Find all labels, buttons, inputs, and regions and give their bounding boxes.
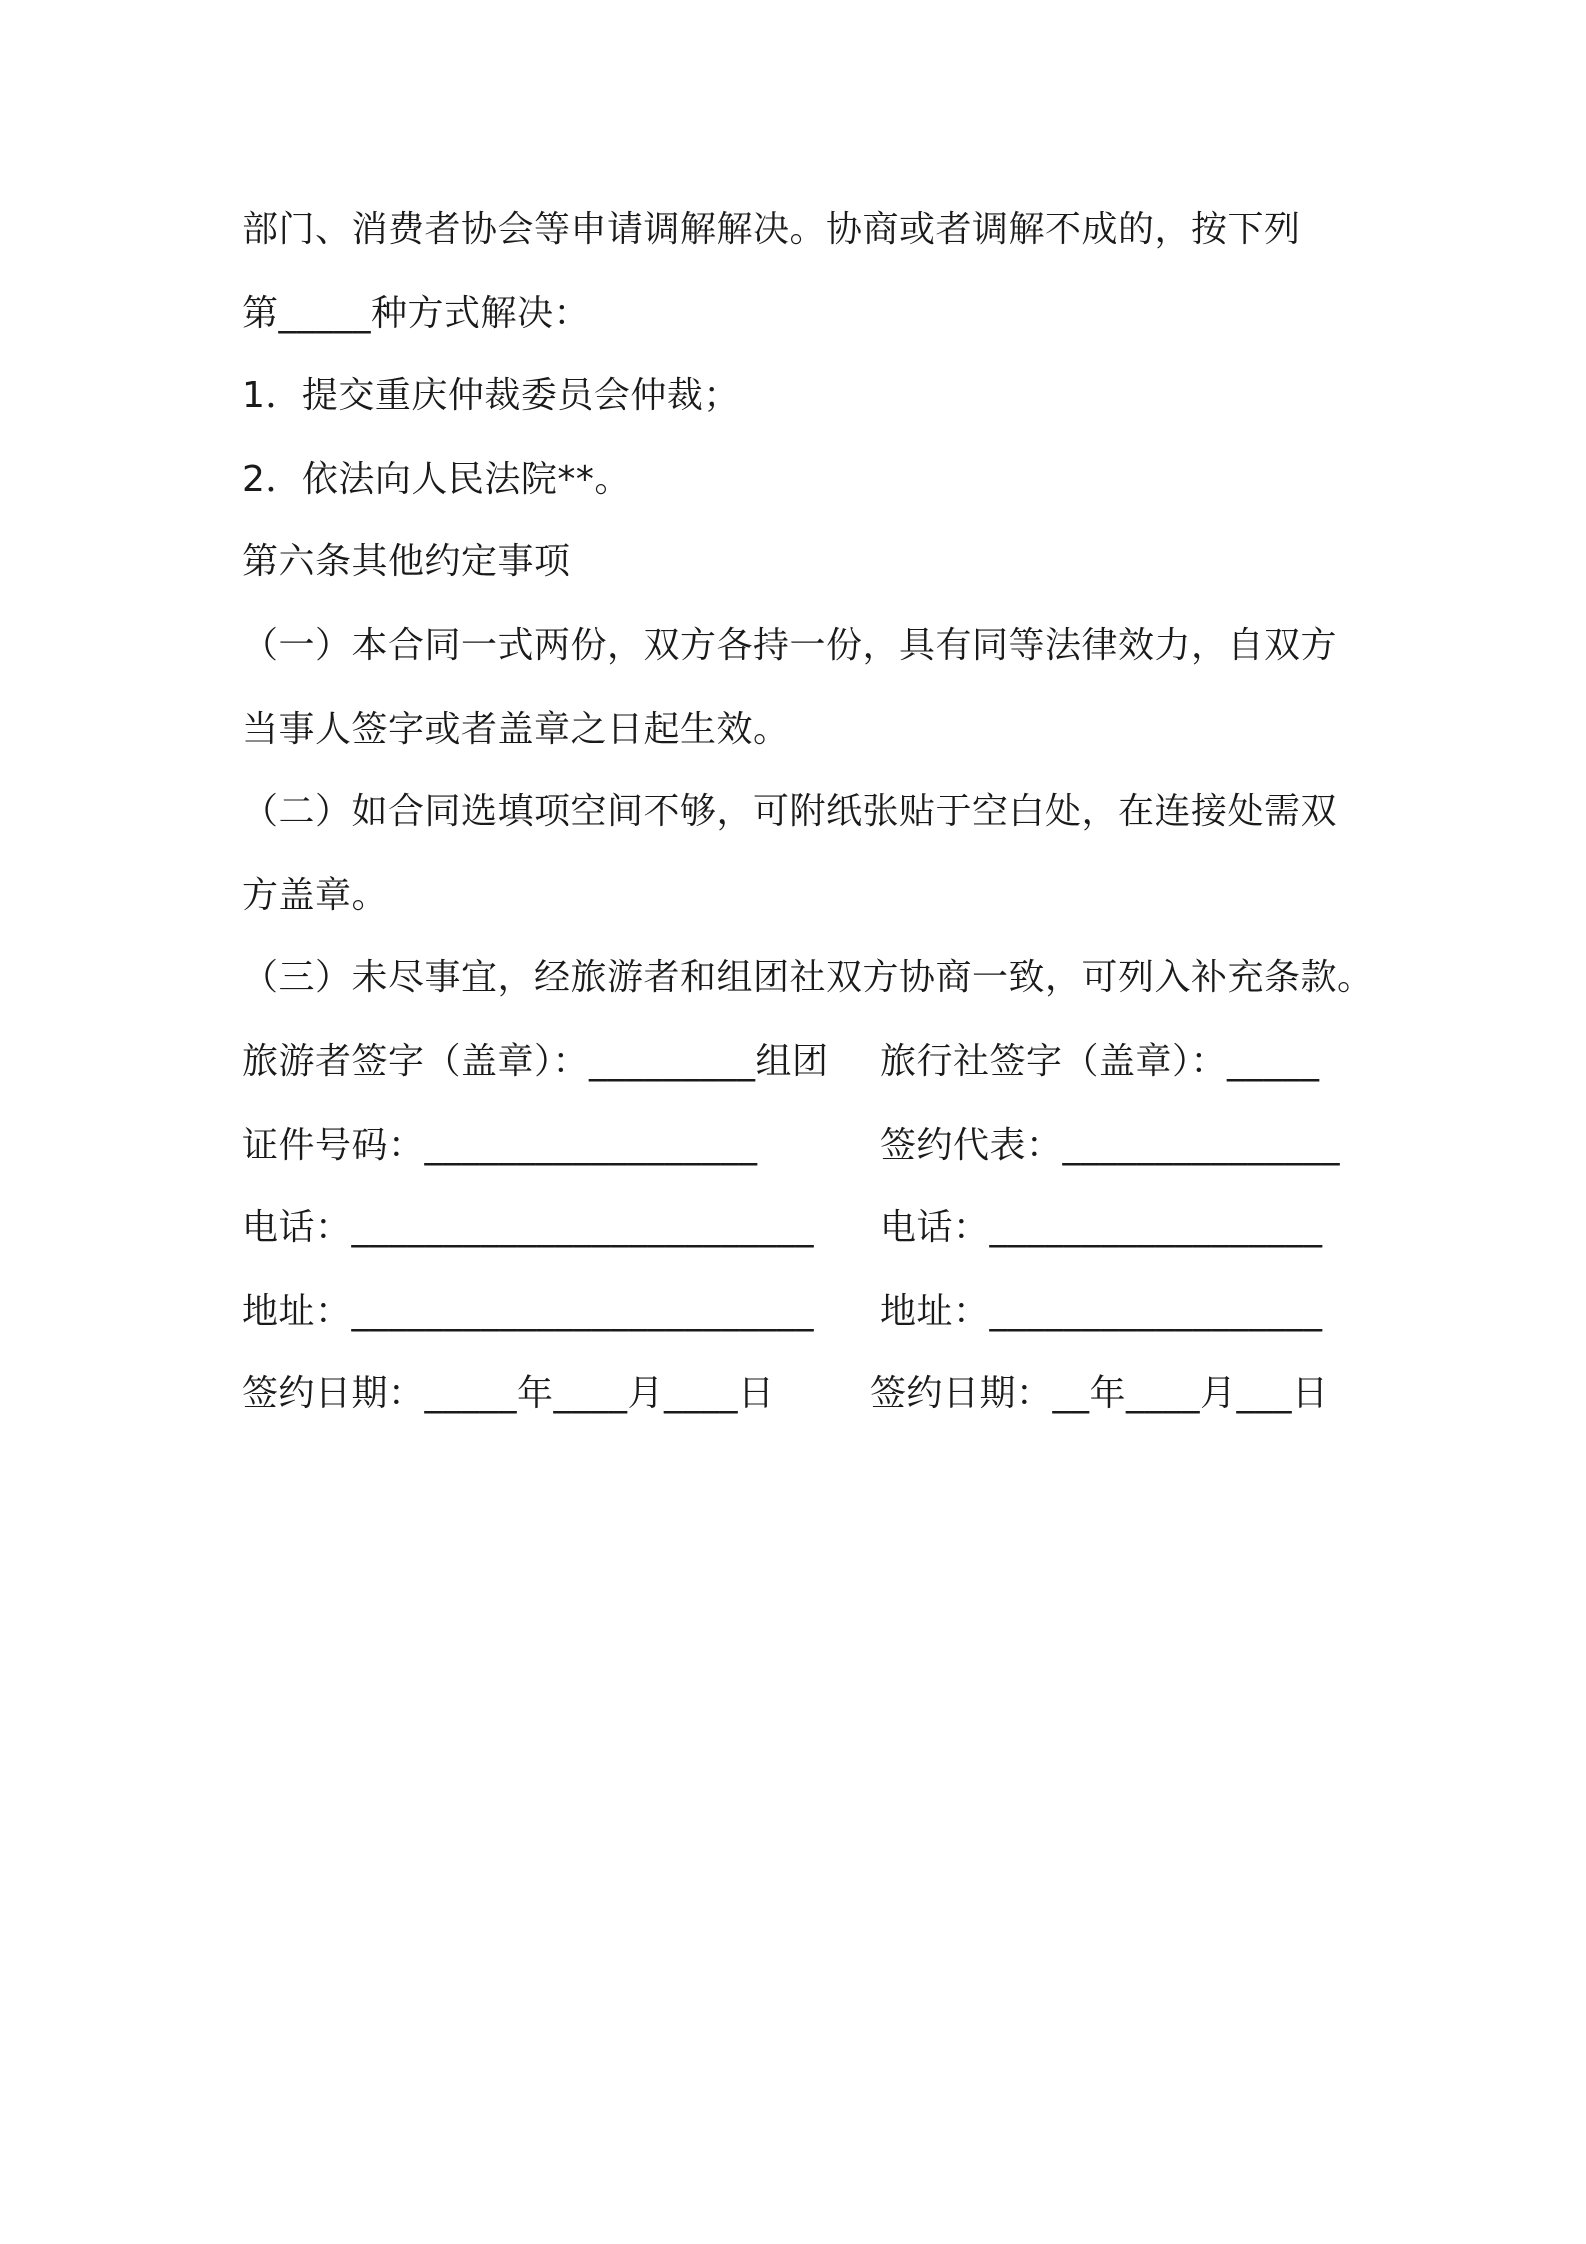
- clause-one-line-two: 当事人签字或者盖章之日起生效。: [242, 709, 790, 750]
- clause-one-line-one: （一）本合同一式两份，双方各持一份，具有同等法律效力，自双方: [242, 625, 1338, 666]
- paragraph-resolution-method: 第_____种方式解决：: [242, 293, 591, 334]
- tourist-id-number-field: 证件号码：__________________: [242, 1125, 758, 1166]
- clause-two-line-one: （二）如合同选填项空间不够，可附纸张贴于空白处，在连接处需双: [242, 791, 1338, 832]
- tourist-signature-field: 旅游者签字（盖章）：_________组团: [242, 1041, 829, 1082]
- agency-address-field: 地址：__________________: [880, 1291, 1323, 1332]
- agency-signing-date-field: 签约日期：__年____月___日: [870, 1373, 1329, 1414]
- paragraph-dispute-resolution: 部门、消费者协会等申请调解解决。协商或者调解不成的，按下列: [242, 209, 1301, 250]
- tourist-address-field: 地址：_________________________: [242, 1291, 815, 1332]
- list-item-court: 2．依法向人民法院**。: [242, 459, 631, 500]
- list-item-arbitration: 1．提交重庆仲裁委员会仲裁；: [242, 375, 740, 416]
- section-heading-article-six: 第六条其他约定事项: [242, 541, 571, 582]
- agency-representative-field: 签约代表：_______________: [880, 1125, 1341, 1166]
- tourist-phone-field: 电话：_________________________: [242, 1207, 815, 1248]
- tourist-signing-date-field: 签约日期：_____年____月____日: [242, 1373, 775, 1414]
- clause-three: （三）未尽事宜，经旅游者和组团社双方协商一致，可列入补充条款。: [242, 957, 1374, 998]
- agency-signature-field: 旅行社签字（盖章）：_____: [880, 1041, 1320, 1082]
- clause-two-line-two: 方盖章。: [242, 875, 389, 916]
- agency-phone-field: 电话：__________________: [880, 1207, 1323, 1248]
